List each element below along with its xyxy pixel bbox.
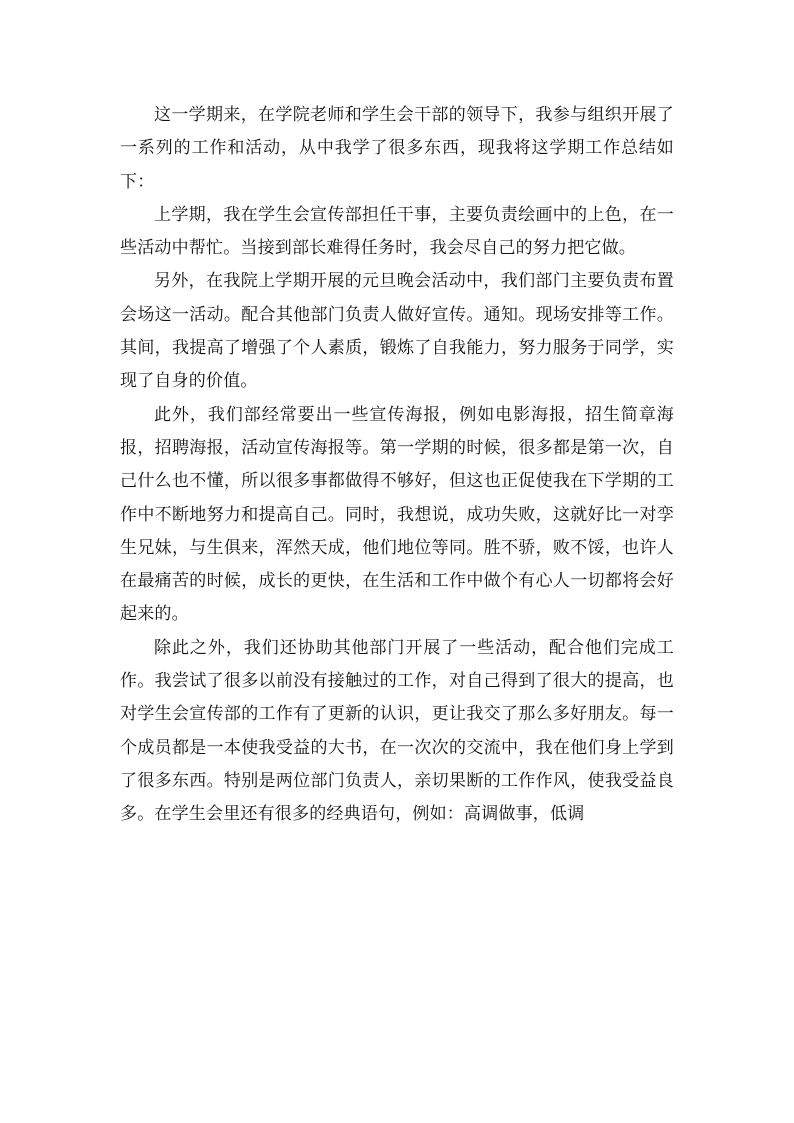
paragraph-last-semester: 上学期，我在学生会宣传部担任干事，主要负责绘画中的上色，在一些活动中帮忙。当接到部长难得任务时，我会尽自己的努力把它做。 <box>120 204 674 259</box>
paragraph-new-year-gala: 另外，在我院上学期开展的元旦晚会活动中，我们部门主要负责布置会场这一活动。配合其他部门负责人做好宣传。通知。现场安排等工作。其间，我提高了增强了个人素质，锻炼了自我能力，努力服务于同学，实现了自身的价值。 <box>120 271 674 392</box>
document-page <box>120 99 674 832</box>
paragraph-posters: 此外，我们部经常要出一些宣传海报，例如电影海报，招生简章海报，招聘海报，活动宣传海报等。第一学期的时候，很多都是第一次，自己什么也不懂，所以很多事都做得不够好，但这也正促使我在下学期的工作中不断地努力和提高自己。同时，我想说，成功失败，这就好比一对孪生兄妹，与生俱来，浑然天成，他们地位等同。胜不骄，败不馁，也许人在最痛苦的时候，成长的更快，在生活和工作中做个有心人一切都将会好起来的。 <box>120 404 674 625</box>
paragraph-intro: 这一学期来，在学院老师和学生会干部的领导下，我参与组织开展了一系列的工作和活动，从中我学了很多东西，现我将这学期工作总结如下： <box>120 105 674 192</box>
paragraph-other-departments: 除此之外，我们还协助其他部门开展了一些活动，配合他们完成工作。我尝试了很多以前没有接触过的工作，对自己得到了很大的提高，也对学生会宣传部的工作有了更新的认识，更让我交了那么多好朋友。每一个成员都是一本使我受益的大书，在一次次的交流中，我在他们身上学到了很多东西。特别是两位部门负责人，亲切果断的工作作风，使我受益良多。在学生会里还有很多的经典语句，例如：高调做事，低调 <box>120 637 674 825</box>
